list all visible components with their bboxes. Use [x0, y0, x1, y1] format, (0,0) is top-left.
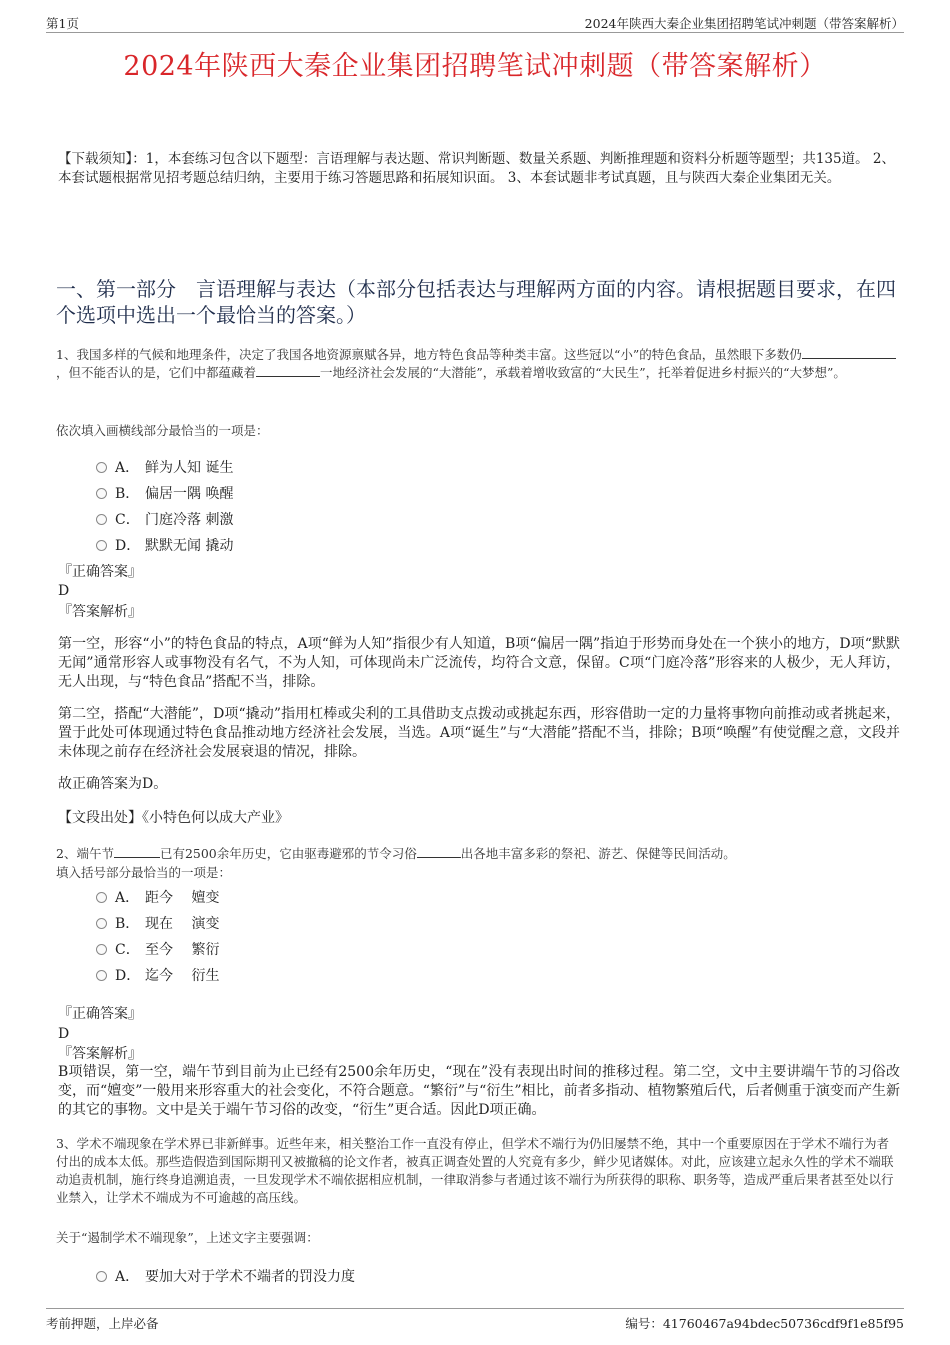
- q2-analysis-label: 『答案解析』: [58, 1046, 142, 1062]
- radio-icon[interactable]: [96, 514, 107, 525]
- q1-option-c[interactable]: C． 门庭冷落 刺激: [96, 509, 233, 529]
- q1-text-part3: 一地经济社会发展的“大潜能”，承载着增收致富的“大民生”，托举着促进乡村振兴的“大梦想”。: [320, 365, 846, 380]
- radio-icon[interactable]: [96, 540, 107, 551]
- footer-slogan: 考前押题，上岸必备: [46, 1316, 159, 1331]
- header-doc-title: 2024年陕西大秦企业集团招聘笔试冲刺题（带答案解析）: [584, 16, 904, 31]
- section-heading: 一、第一部分 言语理解与表达（本部分包括表达与理解两方面的内容。请根据题目要求，在四个选项中选出一个最恰当的答案。）: [56, 277, 896, 327]
- question-1-stem: [56, 346, 900, 382]
- radio-icon[interactable]: [96, 970, 107, 981]
- question-3-stem: 3、学术不端现象在学术界已非新鲜事。近些年来，相关整治工作一直没有停止，但学术不端行为仍旧屡禁不绝，其中一个重要原因在于学术不端行为者付出的成本太低。那些造假造到国际期刊又被撤稿的论文作者，被真正调查处置的人究竟有多少，鲜少见诸媒体。对此，应该建立起永久性的学术不端联动追责机制，施行终身追溯追责，一旦发现学术不端依据相应机制，一律取消参与者通过该不端行为所获得的职称、职务等，造成严重后果者甚至处以行业禁入，让学术不端成为不可逾越的高压线。: [56, 1136, 894, 1205]
- q2-answer-label: 『正确答案』: [58, 1006, 142, 1022]
- q2-text-part3: 出各地丰富多彩的祭祀、游艺、保健等民间活动。: [460, 846, 736, 861]
- radio-icon[interactable]: [96, 944, 107, 955]
- page-footer: [46, 1308, 904, 1333]
- page-header: [46, 12, 904, 33]
- q1-blank-1: [802, 357, 896, 359]
- radio-icon[interactable]: [96, 488, 107, 499]
- q2-option-b[interactable]: B． 现在 演变: [96, 913, 219, 933]
- q1-option-d[interactable]: D． 默默无闻 撬动: [96, 535, 233, 555]
- q1-blank-2: [256, 375, 320, 377]
- radio-icon[interactable]: [96, 462, 107, 473]
- q1-analysis-1: 第一空，形容“小”的特色食品的特点，A项“鲜为人知”指很少有人知道，B项“偏居一隅”指迫于形势而身处在一个狭小的地方，D项“默默无闻”通常形容人或事物没有名气，不为人知，可体现尚未广泛流传，均符合文意，保留。C项“门庭冷落”形容来的人极少，无人拜访，无人出现，与“特色食品”搭配不当，排除。: [58, 636, 900, 690]
- q3-option-a[interactable]: A． 要加大对于学术不端者的罚没力度: [96, 1266, 355, 1286]
- q1-analysis-2: 第二空，搭配“大潜能”，D项“撬动”指用杠棒或尖利的工具借助支点拨动或挑起东西，形容借助一定的力量将事物向前推动或者挑起来，置于此处可体现通过特色食品推动地方经济社会发展，当选。A项“诞生”与“大潜能”搭配不当，排除；B项“唤醒”有使觉醒之意，文段并未体现之前存在经济社会发展衰退的情况，排除。: [58, 706, 900, 760]
- q2-blank-1: [114, 856, 160, 858]
- q1-answer-label: 『正确答案』: [58, 564, 142, 580]
- question-2-stem: [56, 845, 900, 863]
- q2-option-c[interactable]: C． 至今 繁衍: [96, 939, 219, 959]
- q1-source: 【文段出处】《小特色何以成大产业》: [58, 810, 289, 826]
- q1-prompt: 依次填入画横线部分最恰当的一项是：: [56, 423, 269, 438]
- document-title: 2024年陕西大秦企业集团招聘笔试冲刺题（带答案解析）: [123, 51, 827, 82]
- radio-icon[interactable]: [96, 1271, 107, 1282]
- q1-text-part1: 1、我国多样的气候和地理条件，决定了我国各地资源禀赋各异，地方特色食品等种类丰富。这些冠以“小”的特色食品，虽然眼下多数仍: [56, 347, 802, 362]
- q1-option-a[interactable]: A． 鲜为人知 诞生: [96, 457, 233, 477]
- q2-blank-2: [417, 856, 461, 858]
- q2-text-part1: 2、端午节: [56, 846, 114, 861]
- q2-prompt: 填入括号部分最恰当的一项是：: [56, 865, 232, 880]
- q2-option-d[interactable]: D． 迄今 衍生: [96, 965, 219, 985]
- q2-option-a[interactable]: A． 距今 嬗变: [96, 887, 219, 907]
- q1-answer: D: [58, 583, 70, 599]
- radio-icon[interactable]: [96, 892, 107, 903]
- q1-text-part2: ，但不能否认的是，它们中都蕴藏着: [56, 365, 257, 380]
- q1-analysis-label: 『答案解析』: [58, 604, 142, 620]
- q2-text-part2: 已有2500余年历史，它由驱毒避邪的节令习俗: [159, 846, 417, 861]
- download-notice: 【下载须知】：1，本套练习包含以下题型：言语理解与表达题、常识判断题、数量关系题、判断推理题和资料分析题等题型；共135道。 2、本套试题根据常见招考题总结归纳，主要用于练习答题思路和拓展知识面。 3、本套试题非考试真题，且与陕西大秦企业集团无关。: [58, 151, 895, 186]
- page-number: 第1页: [46, 16, 79, 31]
- q2-analysis: B项错误，第一空，端午节到目前为止已经有2500余年历史，“现在”没有表现出时间的推移过程。第二空，文中主要讲端午节的习俗改变，而“嬗变”一般用来形容重大的社会变化，不符合题意。“繁衍”与“衍生”相比，前者多指动、植物繁殖后代，后者侧重于演变而产生新的其它的事物。文中是关于端午节习俗的改变，“衍生”更合适。因此D项正确。: [58, 1064, 900, 1118]
- q3-prompt: 关于“遏制学术不端现象”，上述文字主要强调：: [56, 1230, 319, 1245]
- footer-doc-id: 编号：41760467a94bdec50736cdf9f1e85f95: [625, 1316, 904, 1331]
- q2-answer: D: [58, 1026, 70, 1042]
- q1-conclusion: 故正确答案为D。: [58, 776, 168, 792]
- radio-icon[interactable]: [96, 918, 107, 929]
- q1-option-b[interactable]: B． 偏居一隅 唤醒: [96, 483, 233, 503]
